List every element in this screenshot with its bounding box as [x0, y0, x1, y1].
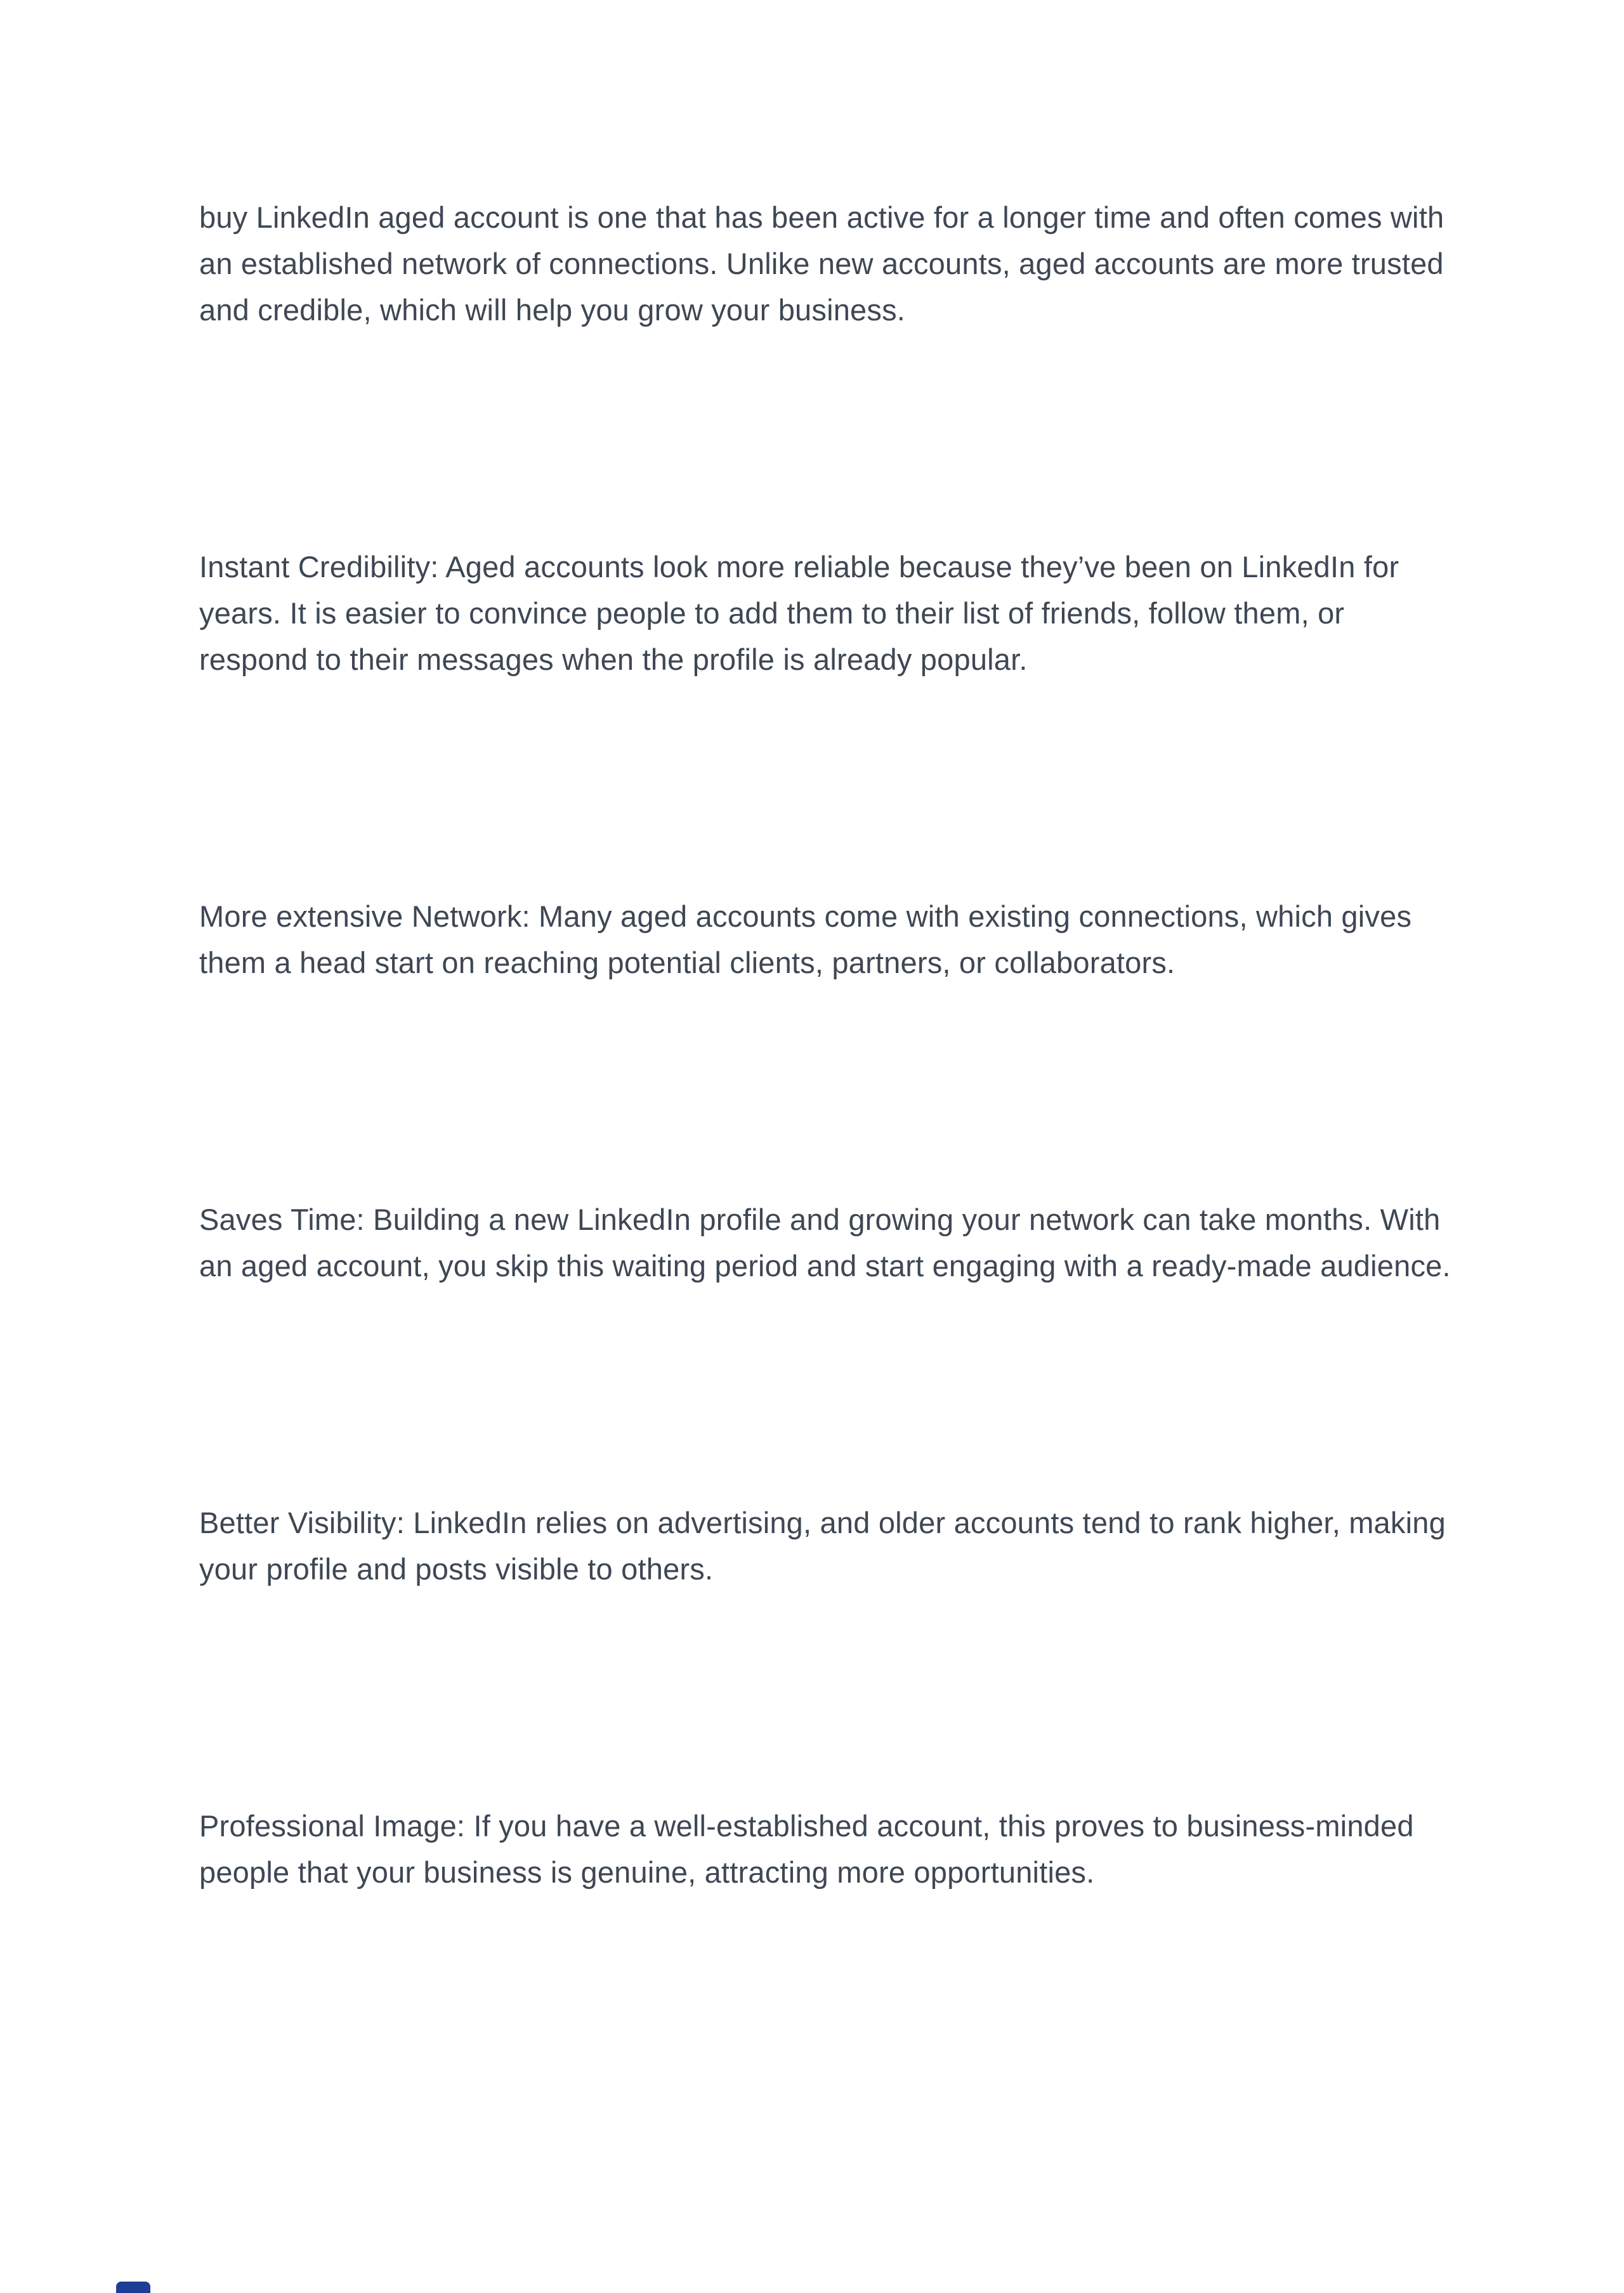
paragraph-saves-time: Saves Time: Building a new LinkedIn profile and growing your network can take months. With an aged account, you skip this waiting period and start engaging with a ready-made audience. — [199, 1203, 1451, 1283]
document-body — [199, 0, 1452, 2106]
paragraph-instant-credibility: Instant Credibility: Aged accounts look more reliable because they’ve been on LinkedIn for years. It is easier to convince people to add them to their list of friends, follow them, or respond to their messages when the profile is already popular. — [199, 550, 1399, 676]
cut-off-blue-element — [116, 2282, 150, 2293]
paragraph-extensive-network: More extensive Network: Many aged accounts come with existing connections, which gives them a head start on reaching potential clients, partners, or collaborators. — [199, 899, 1412, 979]
paragraph-better-visibility: Better Visibility: LinkedIn relies on advertising, and older accounts tend to rank higher, making your profile and posts visible to others. — [199, 1506, 1446, 1586]
paragraph-professional-image: Professional Image: If you have a well-established account, this proves to business-minded people that your business is genuine, attracting more opportunities. — [199, 1809, 1414, 1889]
paragraph-intro: buy LinkedIn aged account is one that has been active for a longer time and often comes with an established network of connections. Unlike new accounts, aged accounts are more trusted and credible, which will help you grow your business. — [199, 200, 1444, 327]
